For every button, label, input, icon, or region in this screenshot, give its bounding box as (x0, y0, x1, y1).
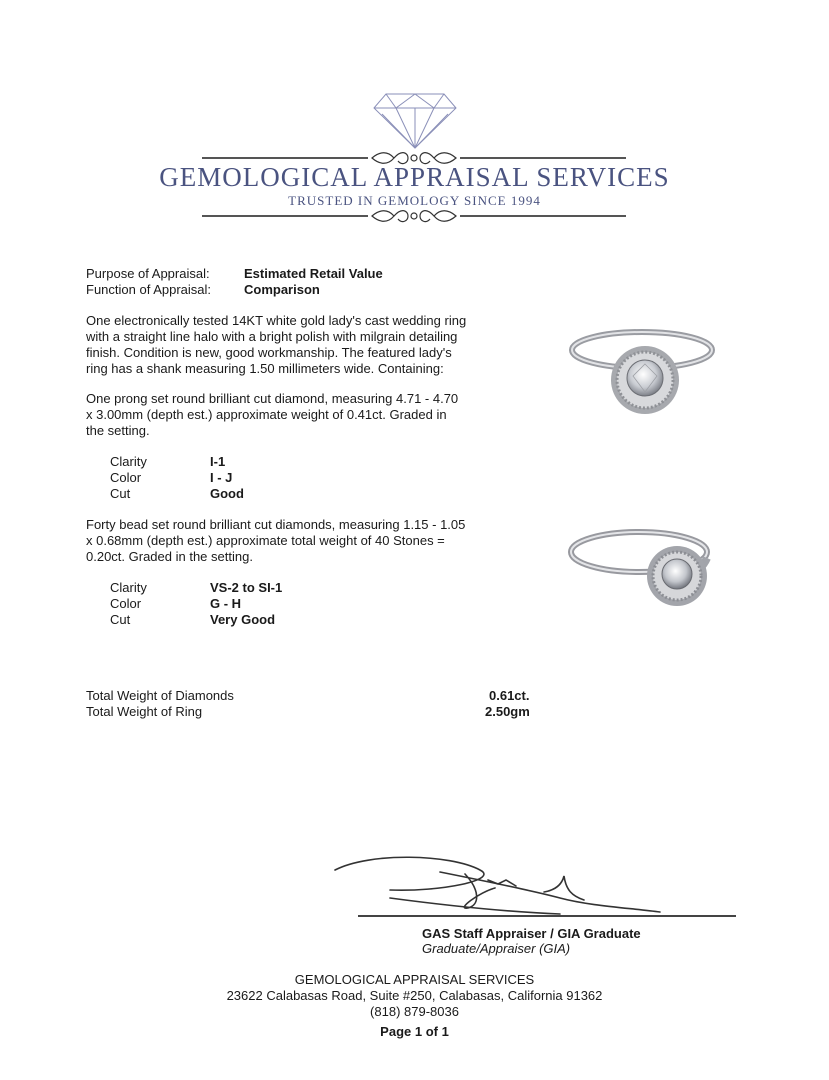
side-stones-line: x 0.68mm (depth est.) approximate total weight of 40 Stones = (86, 533, 445, 548)
page-number: Page 1 of 1 (380, 1024, 449, 1039)
center-stone-line: One prong set round brilliant cut diamond, measuring 4.71 - 4.70 (86, 391, 459, 406)
center-color-value: I - J (210, 470, 233, 485)
ring-photo-top-view (567, 318, 717, 428)
description-line: with a straight line halo with a bright polish with milgrain detailing (86, 329, 458, 344)
function-label: Function of Appraisal: (86, 282, 212, 297)
company-name: GEMOLOGICAL APPRAISAL SERVICES (159, 162, 670, 192)
side-clarity-value: VS-2 to SI-1 (210, 580, 283, 595)
center-clarity-label: Clarity (110, 454, 147, 469)
diamond-logo-icon (372, 92, 458, 150)
center-stone-description (86, 391, 491, 439)
center-stone-line: x 3.00mm (depth est.) approximate weight of 0.41ct. Graded in (86, 407, 447, 422)
footer-company: GEMOLOGICAL APPRAISAL SERVICES (294, 972, 535, 987)
description-line: finish. Condition is new, good workmanship. The featured lady's (86, 345, 452, 360)
flourish-bottom-icon (368, 207, 460, 225)
description-line: One electronically tested 14KT white gold lady's cast wedding ring (86, 313, 467, 328)
side-color-value: G - H (210, 596, 242, 611)
side-stones-line: 0.20ct. Graded in the setting. (86, 549, 253, 564)
ring-photo-side-view (567, 518, 717, 628)
center-clarity-value: I-1 (210, 454, 226, 469)
total-diamonds-label: Total Weight of Diamonds (86, 688, 234, 703)
function-value: Comparison (244, 282, 320, 297)
side-clarity-label: Clarity (110, 580, 147, 595)
side-stones-line: Forty bead set round brilliant cut diamonds, measuring 1.15 - 1.05 (86, 517, 466, 532)
appraiser-signature-icon (330, 850, 750, 920)
signature-subtitle: Graduate/Appraiser (GIA) (422, 941, 571, 956)
side-cut-value: Very Good (210, 612, 276, 627)
side-color-label: Color (110, 596, 142, 611)
signature-title: GAS Staff Appraiser / GIA Graduate (422, 926, 641, 941)
total-ring-value: 2.50gm (485, 704, 530, 719)
ring-description (86, 313, 491, 377)
company-tagline: TRUSTED IN GEMOLOGY SINCE 1994 (288, 193, 541, 208)
footer-address: 23622 Calabasas Road, Suite #250, Calabasas, California 91362 (226, 988, 603, 1003)
description-line: ring has a shank measuring 1.50 millimeters wide. Containing: (86, 361, 444, 376)
total-ring-label: Total Weight of Ring (86, 704, 203, 719)
center-cut-label: Cut (110, 486, 131, 501)
purpose-value: Estimated Retail Value (244, 266, 383, 281)
side-stones-description (86, 517, 491, 565)
center-cut-value: Good (210, 486, 244, 501)
purpose-label: Purpose of Appraisal: (86, 266, 210, 281)
center-stone-line: the setting. (86, 423, 150, 438)
total-diamonds-value: 0.61ct. (489, 688, 530, 703)
side-cut-label: Cut (110, 612, 131, 627)
center-color-label: Color (110, 470, 142, 485)
signature-line (358, 915, 736, 917)
footer-phone: (818) 879-8036 (370, 1004, 459, 1019)
